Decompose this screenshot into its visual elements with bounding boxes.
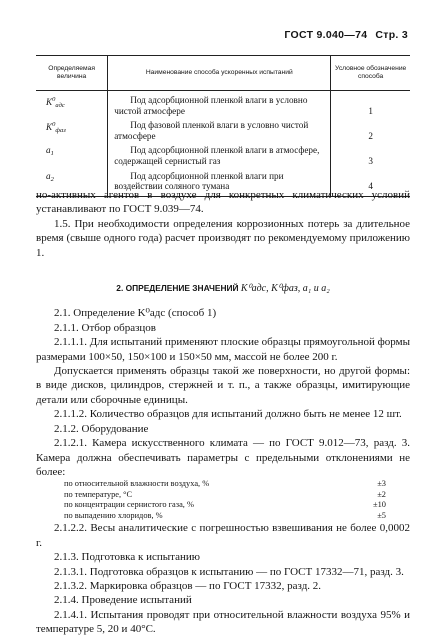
paragraph-2-1-1: 2.1.1. Отбор образцов [54, 321, 157, 334]
paragraph-2-1-4: 2.1.4. Проведение испытаний [54, 594, 192, 607]
tolerance-label: по относительной влажности воздуха, % [64, 479, 210, 489]
page-header [284, 29, 408, 41]
method-description: Под адсорбционной пленкой влаги в атмосфере, содержащей сернистый газ [114, 145, 320, 166]
table-row [36, 141, 410, 166]
body-text [36, 188, 410, 637]
method-code: 4 [331, 167, 410, 197]
tolerance-label: по температуре, °С [64, 489, 133, 499]
quantity-symbol: $K^0_{адс}$ [36, 91, 108, 117]
table-row [36, 91, 410, 117]
quantity-symbol: $a_1$ [36, 141, 108, 166]
section-symbols: K⁰адс, K⁰фаз, a₁ и a₂ [240, 283, 330, 295]
page-number: Стр. 3 [375, 29, 408, 41]
paragraph-2-1-4-1: 2.1.4.1. Испытания проводят при относительной влажности воздуха 95% и температуре 5, 20 и 40°С. [36, 608, 410, 636]
quantity-symbol: $a_2$ [36, 167, 108, 197]
section-title: 2. ОПРЕДЕЛЕНИЕ ЗНАЧЕНИЙ [116, 283, 239, 294]
list-item [64, 500, 410, 511]
method-code: 2 [331, 116, 410, 141]
column-header-method: Наименование способа ускоренных испытаний [108, 56, 331, 91]
paragraph-2-1-2-2: 2.1.2.2. Весы аналитические с погрешностью взвешивания не более 0,0002 г. [36, 522, 410, 549]
quantity-symbol: $K^0_{фаз}$ [36, 116, 108, 141]
method-code: 3 [331, 141, 410, 166]
paragraph-2-1-3-2: 2.1.3.2. Маркировка образцов — по ГОСТ 17332, разд. 2. [54, 579, 322, 592]
method-description: Под фазовой пленкой влаги в условно чистой атмосфере [114, 120, 309, 141]
paragraph-2-1-3-1: 2.1.3.1. Подготовка образцов к испытанию — по ГОСТ 17332—71, разд. 3. [54, 565, 404, 578]
list-item [64, 490, 410, 501]
tolerance-list [64, 479, 410, 521]
methods-table [36, 55, 410, 197]
tolerance-value: ±5 [377, 510, 386, 520]
list-item [64, 479, 410, 490]
tolerance-label: по концентрации сернистого газа, % [64, 500, 194, 510]
section-heading [36, 281, 410, 296]
table-row [36, 116, 410, 141]
method-description: Под адсорбционной пленкой влаги при воздействии соляного тумана [108, 167, 331, 197]
tolerance-value: ±3 [377, 479, 386, 489]
paragraph-2-1-1-2: 2.1.1.2. Количество образцов для испытаний должно быть не менее 12 шт. [54, 408, 402, 421]
method-code: 1 [331, 91, 410, 117]
tolerance-label: по выпадению хлоридов, % [64, 510, 163, 520]
paragraph-2-1: 2.1. Определение K⁰адс (способ 1) [54, 307, 217, 320]
paragraph-2-1-1-1: 2.1.1.1. Для испытаний применяют плоские образцы прямоугольной формы размерами 100×50, 150×100 и 150×50 мм, массой не более 200 г. [36, 336, 410, 363]
standard-number: ГОСТ 9.040—74 [284, 29, 368, 41]
paragraph-2-1-3: 2.1.3. Подготовка к испытанию [54, 551, 200, 564]
method-description: Под адсорбционной пленкой влаги в условно чистой атмосфере [114, 95, 308, 116]
tolerance-value: ±2 [377, 489, 386, 499]
column-header-code: Условное обозначение способа [331, 56, 410, 91]
paragraph-allowance: Допускается применять образцы такой же поверхности, но другой формы: в виде дисков, цилиндров, стержней и т. п., а также образцы, имитирующие детали или сборочные единицы. [36, 365, 410, 406]
paragraph-2-1-2-1: 2.1.2.1. Камера искусственного климата — по ГОСТ 9.012—73, разд. 3. Камера должна обеспечивать параметры с предельными отклонениями не более: [36, 437, 410, 478]
tolerance-value: ±10 [373, 500, 386, 510]
paragraph-1-5: 1.5. При необходимости определения коррозионных потерь за длительное время (свыше одного года) расчет производят по рекомендуемому приложению 1. [36, 217, 410, 259]
paragraph-continuation: но-активных агентов в воздухе для конкретных климатических условий устанавливают по ГОСТ 9.039—74. [36, 189, 410, 216]
column-header-quantity: Определяемая величина [36, 56, 108, 91]
list-item [64, 511, 410, 522]
table-header-row [36, 56, 410, 91]
paragraph-2-1-2: 2.1.2. Оборудование [54, 422, 149, 435]
